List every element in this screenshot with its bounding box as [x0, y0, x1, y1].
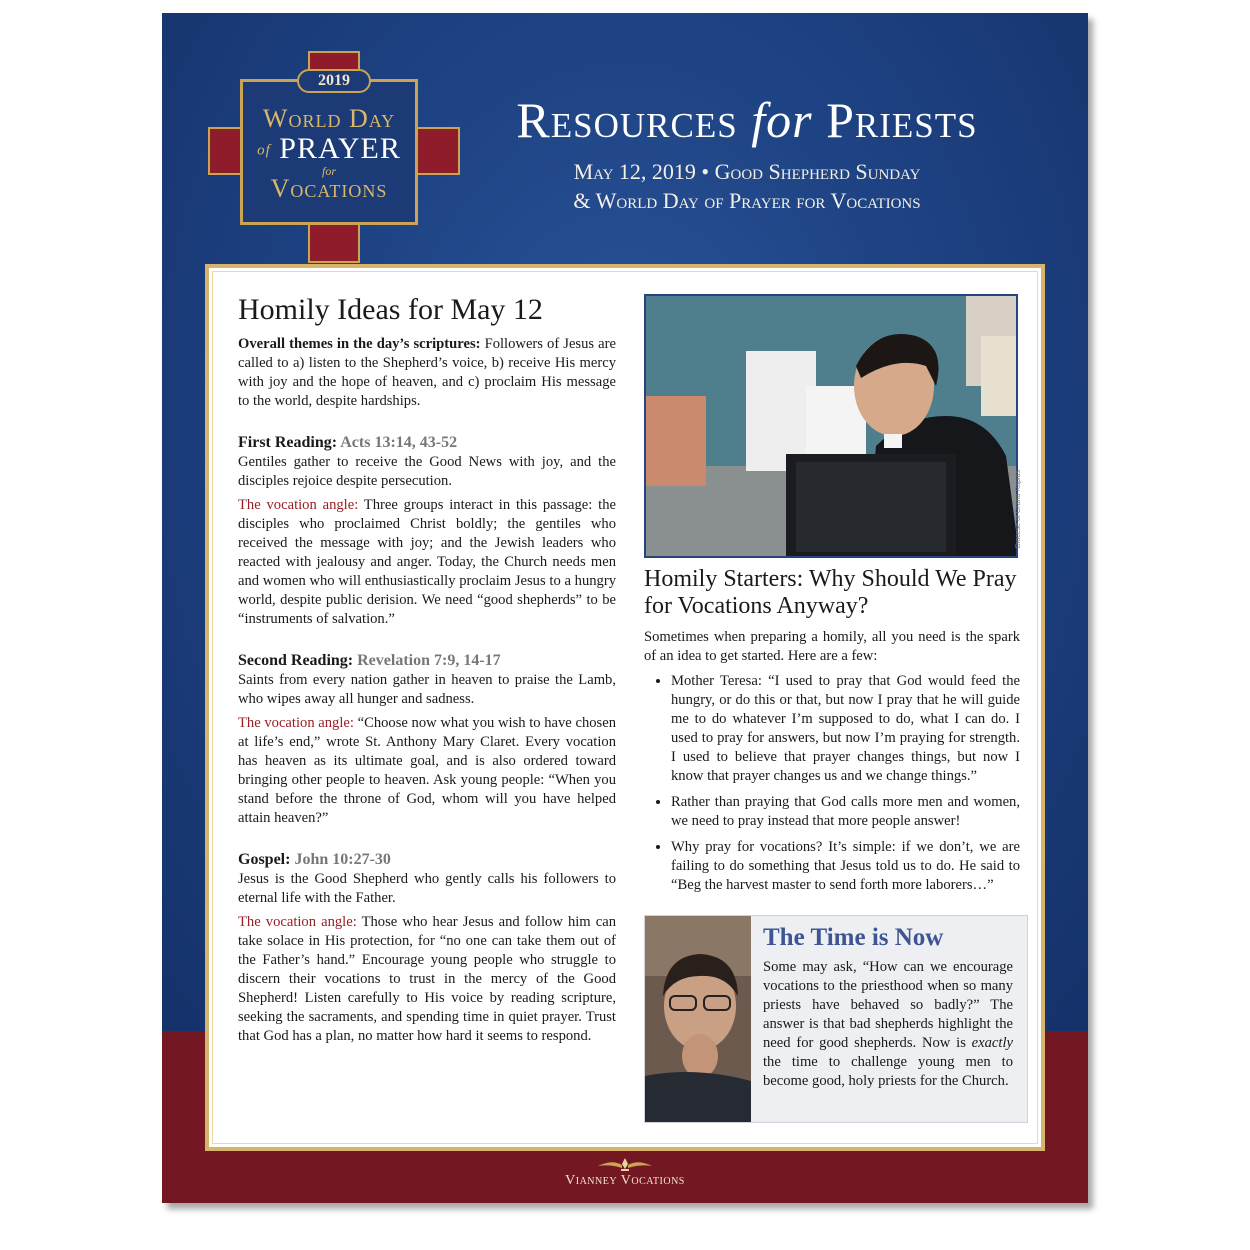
homily-starters-intro: Sometimes when preparing a homily, all you need is the spark of an idea to get started. Here are a few:	[644, 629, 1020, 664]
reading-label: Second Reading:	[238, 652, 354, 669]
vocation-angle-label: The vocation angle:	[238, 715, 354, 731]
themes-text: Followers of Jesus are called to a) listen to the Shepherd’s voice, b) receive His mercy with joy and the hope of heaven, and c) proclaim His message to the world, despite hardships.	[238, 336, 616, 409]
title-word-for: for	[751, 92, 813, 148]
logo-line-2	[243, 132, 415, 166]
header-title-block	[462, 93, 1032, 215]
vocation-angle-text: Three groups interact in this passage: the disciples who proclaimed Christ boldly; the gentiles who received the message with joy; and the Jewish leaders who reacted with jealousy and anger. Today, the Church needs men and women who will enthusiastically proclaim Jesus to a hungry world, despite public derision. We need “good shepherds” to be “instruments of salvation.”	[238, 497, 616, 627]
list-item: • Rather than praying that God calls more men and women, we need to pray instead that more people answer!	[671, 793, 1020, 831]
reading-reference: Revelation 7:9, 14-17	[357, 652, 501, 669]
logo-emblem	[240, 79, 418, 225]
priest-photo-illustration	[646, 296, 1018, 558]
time-is-now-text-1: Some may ask, “How can we encourage vocations to the priesthood when so many priests have behaved so badly?” The answer is that bad shepherds highlight the need for good shepherds. Now is	[763, 959, 1013, 1051]
themes-label: Overall themes in the day’s scriptures:	[238, 336, 481, 352]
vianney-vocations-brand: Vianney Vocations	[565, 1173, 685, 1188]
list-item: • Mother Teresa: “I used to pray that God would feed the hungry, or do this or that, but now I pray that he will guide me to do whatever I’m supposed to do, what I can do. I used to pray for answers, but now I’m praying for strength. I used to believe that prayer changes things, but now I know that prayer changes us and we change things.”	[671, 672, 1020, 786]
vocation-angle-text: “Choose now what you wish to have chosen at life’s end,” wrote St. Anthony Mary Claret. Every vocation has heaven as its ultimate goal, and is also ordered toward bringing other people to heaven. Ask young people: “When you stand before the throne of God, whom will you have helped attain heaven?”	[238, 715, 616, 826]
logo-line-3: for	[321, 164, 336, 178]
reading-label: First Reading:	[238, 434, 338, 451]
homily-ideas-column	[238, 293, 616, 1051]
vocation-angle	[238, 913, 616, 1046]
praying-man-illustration	[645, 916, 751, 1122]
title-word-1: Resources	[516, 92, 738, 148]
logo-line-4: Vocations	[270, 174, 388, 203]
logo-line-1: World Day	[262, 104, 396, 133]
subtitle-line-2: & World Day of Prayer for Vocations	[573, 188, 921, 213]
photo-credit: Diocese of Grand Rapids	[1015, 470, 1022, 549]
vocation-angle	[238, 714, 616, 828]
title-word-2: Priests	[826, 92, 978, 148]
list-item: • Why pray for vocations? It’s simple: if we don’t, we are failing to do something that Jesus told us to do. He said to “Beg the harvest master to send forth more laborers…”	[671, 838, 1020, 895]
homily-starters-heading: Homily Starters: Why Should We Pray for Vocations Anyway?	[644, 566, 1017, 619]
homily-starters-column	[644, 294, 1020, 902]
vocation-angle-text: Those who hear Jesus and follow him can take solace in His protection, for “no one can take them out of the Father’s hand.” Encourage young people who struggle to discern their vocations to trust in the mercy of the Good Shepherd! Listen carefully to His voice by reading scripture, seeking the sacraments, and spending time in quiet prayer. Trust that God has a plan, no matter how hard it seems to respond.	[238, 914, 616, 1044]
praying-young-man-photo	[645, 916, 751, 1122]
reading-reference: John 10:27-30	[294, 851, 391, 868]
reading-heading	[238, 433, 616, 453]
reading-heading	[238, 850, 616, 870]
reading-reference: Acts 13:14, 43-52	[340, 434, 458, 451]
reading-heading	[238, 651, 616, 671]
time-is-now-text-2: the time to challenge young men to become good, holy priests for the Church.	[763, 1054, 1013, 1089]
subtitle-line-1: May 12, 2019 • Good Shepherd Sunday	[573, 159, 921, 184]
priest-photo	[644, 294, 1018, 558]
flyer-sheet	[162, 13, 1088, 1203]
vocation-angle-label: The vocation angle:	[238, 497, 359, 513]
homily-ideas-heading: Homily Ideas for May 12	[238, 293, 543, 326]
reading-summary: Jesus is the Good Shepherd who gently calls his followers to eternal life with the Father.	[238, 871, 616, 906]
world-day-prayer-logo	[206, 33, 462, 263]
content-panel	[205, 264, 1045, 1151]
logo-year: 2019	[297, 69, 371, 93]
time-is-now-text	[763, 924, 1013, 1091]
time-is-now-heading: The Time is Now	[763, 924, 944, 951]
vocation-angle	[238, 496, 616, 629]
reading-summary: Gentiles gather to receive the Good News with joy, and the disciples rejoice despite persecution.	[238, 454, 616, 489]
time-is-now-emphasis: exactly	[971, 1035, 1013, 1051]
time-is-now-paragraph	[763, 958, 1013, 1091]
reading-summary: Saints from every nation gather in heaven to praise the Lamb, who wipes away all hunger and sadness.	[238, 672, 616, 707]
themes-paragraph	[238, 335, 616, 411]
logo-of: of	[257, 142, 271, 159]
homily-starters-list	[644, 672, 1020, 895]
page-title	[462, 93, 1032, 147]
vocation-angle-label: The vocation angle:	[238, 914, 357, 930]
logo-prayer: PRAYER	[279, 132, 401, 165]
reading-label: Gospel:	[238, 851, 291, 868]
time-is-now-box	[644, 915, 1028, 1123]
